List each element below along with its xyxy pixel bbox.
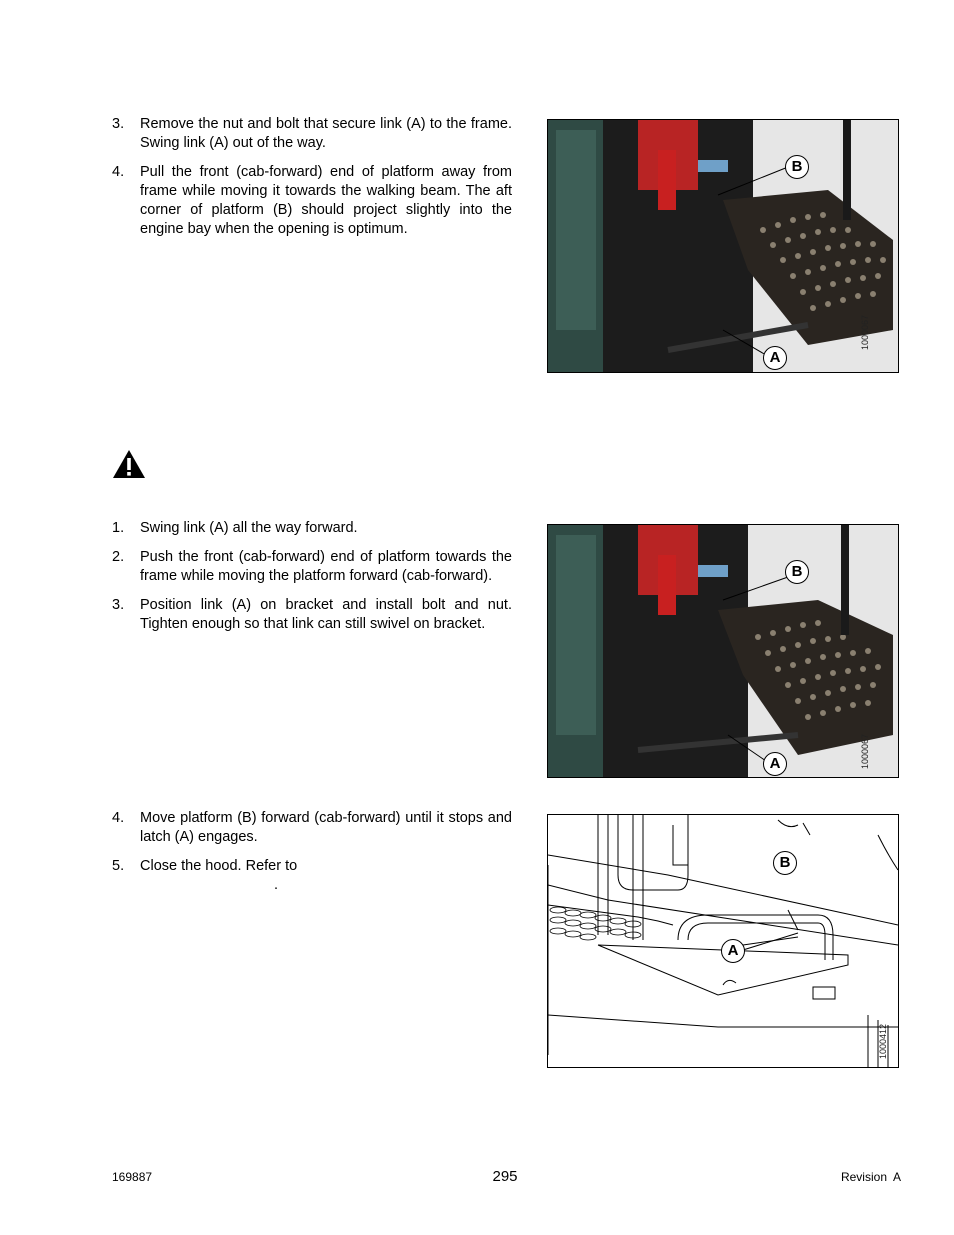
reference-trailing-period: . bbox=[274, 877, 279, 893]
callout-a: A bbox=[763, 346, 787, 370]
step-4-move-platform bbox=[112, 809, 512, 847]
figure-id: 1000412 bbox=[878, 1023, 888, 1059]
step-number: 3. bbox=[112, 116, 125, 132]
step-3-remove-nut bbox=[112, 115, 512, 153]
platform-photo bbox=[548, 120, 898, 372]
step-number: 4. bbox=[112, 164, 125, 180]
step-5-close-hood bbox=[112, 857, 512, 895]
step-number: 1. bbox=[112, 520, 125, 536]
section3-steps bbox=[112, 809, 512, 905]
page-number: 295 bbox=[492, 1168, 518, 1185]
platform-line-drawing bbox=[548, 815, 898, 1067]
step-number: 4. bbox=[112, 810, 125, 826]
step-number: 3. bbox=[112, 597, 125, 613]
step-text: Push the front (cab-forward) end of platform towards the frame while moving the platform forward (cab-forward). bbox=[140, 549, 512, 584]
step-4-pull-platform bbox=[112, 163, 512, 239]
step-number: 5. bbox=[112, 858, 125, 874]
section1-steps bbox=[112, 115, 512, 249]
step-text: Remove the nut and bolt that secure link (A) to the frame. Swing link (A) out of the way. bbox=[140, 116, 512, 151]
step-text: Pull the front (cab-forward) end of platform away from frame while moving it towards the walking beam. The aft corner of platform (B) should project slightly into the engine bay when the opening is optimum. bbox=[140, 164, 512, 237]
callout-b: B bbox=[785, 155, 809, 179]
warning-triangle-icon bbox=[112, 449, 146, 479]
footer-revision: Revision A bbox=[840, 1170, 901, 1184]
step-text: Swing link (A) all the way forward. bbox=[140, 520, 358, 536]
figure-id: 1000067 bbox=[860, 314, 870, 350]
step-text: Position link (A) on bracket and install bolt and nut. Tighten enough so that link can still swivel on bracket. bbox=[140, 597, 512, 632]
figure-platform-open bbox=[547, 119, 899, 373]
callout-b: B bbox=[785, 560, 809, 584]
footer-doc-number: 169887 bbox=[112, 1170, 153, 1184]
figure-platform-closing bbox=[547, 524, 899, 778]
step-1-swing-link bbox=[112, 519, 512, 538]
step-text: Move platform (B) forward (cab-forward) until it stops and latch (A) engages. bbox=[140, 810, 512, 845]
step-3-position-link bbox=[112, 596, 512, 634]
figure-platform-latch-drawing bbox=[547, 814, 899, 1068]
platform-photo bbox=[548, 525, 898, 777]
section2-steps bbox=[112, 519, 512, 644]
callout-a: A bbox=[721, 939, 745, 963]
step-2-push-platform bbox=[112, 548, 512, 586]
step-text: Close the hood. Refer to bbox=[140, 858, 298, 874]
step-number: 2. bbox=[112, 549, 125, 565]
callout-b: B bbox=[773, 851, 797, 875]
callout-a: A bbox=[763, 752, 787, 776]
figure-id: 1000067 bbox=[860, 733, 870, 769]
